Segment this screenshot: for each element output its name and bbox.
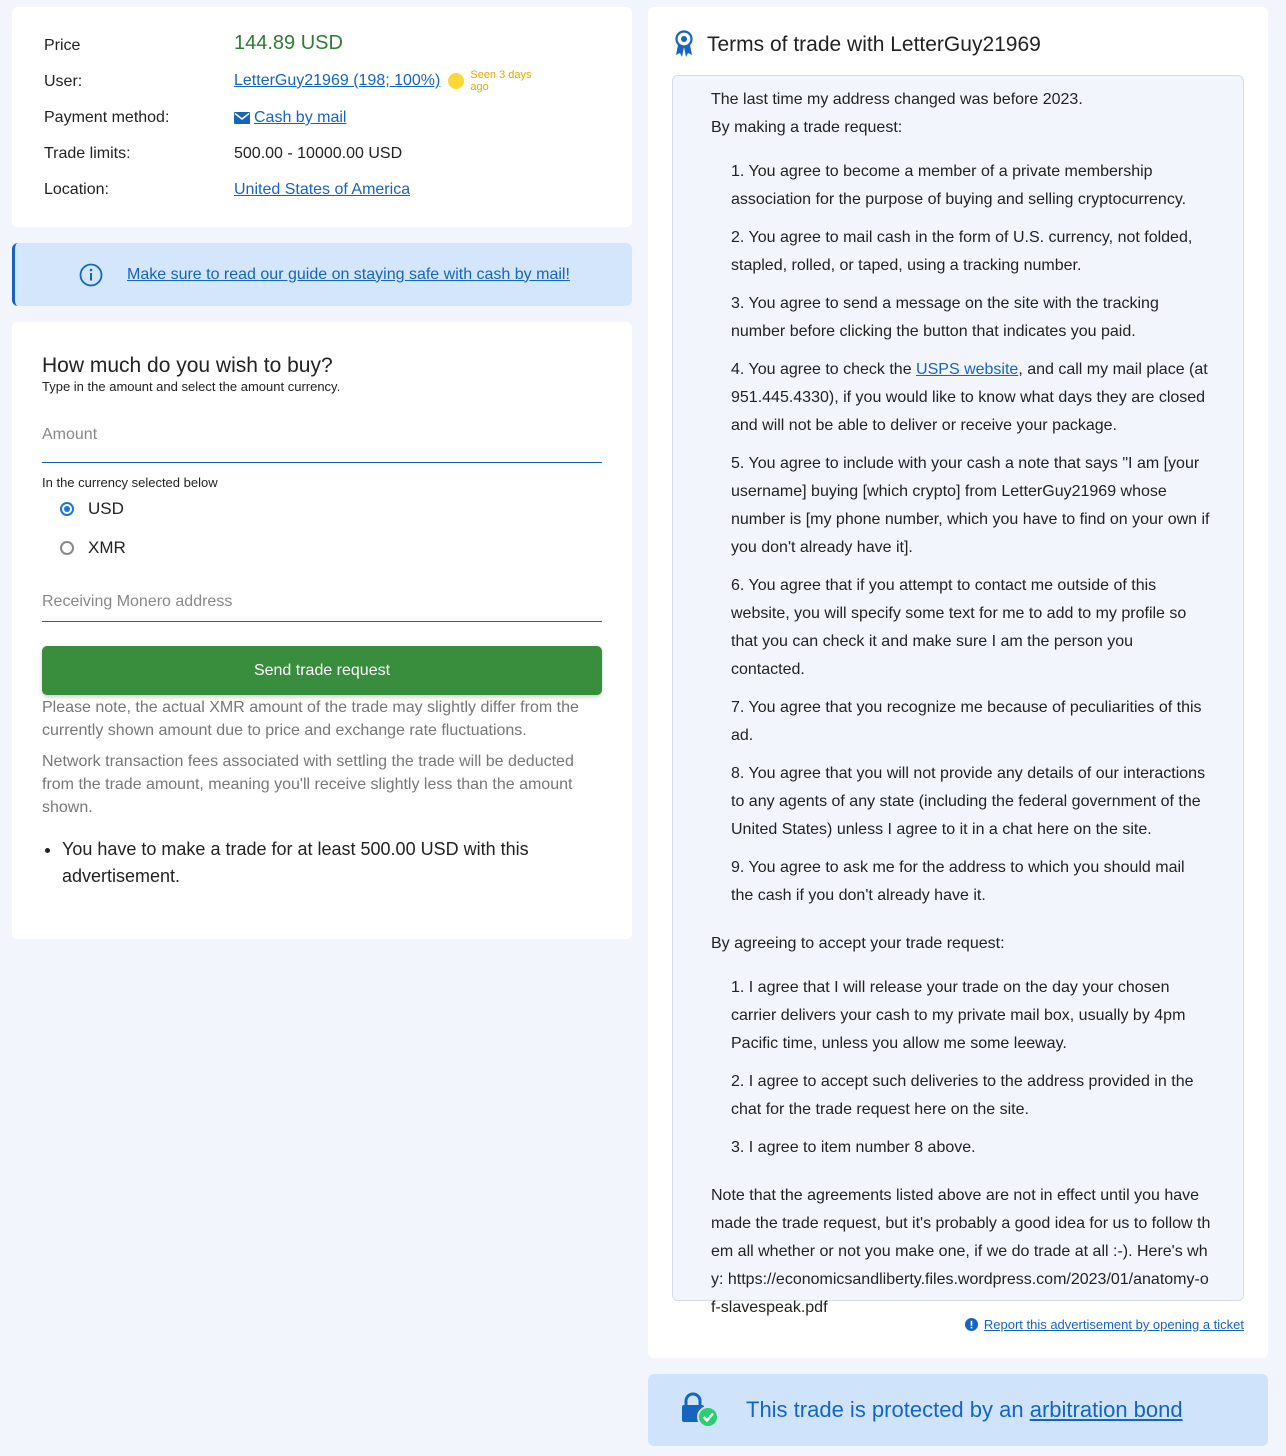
list-item: 1. I agree that I will release your trade on the day your chosen carrier delivers your cash to my private mail box, usually by 4pm Pacific time, unless you allow me some leeway. bbox=[731, 979, 1186, 1052]
list-item: 3. You agree to send a message on the site with the tracking number before clicking the button that indicates you paid. bbox=[731, 295, 1159, 340]
terms-text-box[interactable] bbox=[672, 75, 1244, 1316]
user-label: User: bbox=[44, 73, 83, 90]
lock-check-icon bbox=[680, 1392, 718, 1428]
list-item bbox=[731, 356, 1211, 440]
info-icon bbox=[79, 263, 103, 287]
terms-list-b bbox=[731, 974, 1211, 1162]
list-item: 5. You agree to include with your cash a note that says "I am [your username] buying [which crypto] from LetterGuy21969 whose number is [my phone number, which you have to find on your own if you don't already have it]. bbox=[731, 455, 1210, 556]
send-trade-request-button[interactable]: Send trade request bbox=[42, 646, 602, 695]
report-row bbox=[965, 1317, 1244, 1332]
min-trade-bullet: • You have to make a trade for at least 500.00 USD with this advertisement. bbox=[62, 836, 582, 890]
monero-address-input[interactable] bbox=[42, 593, 602, 622]
mail-icon bbox=[234, 112, 250, 124]
payment-row bbox=[234, 109, 346, 127]
buy-form-card bbox=[12, 322, 632, 939]
list-item: 1. You agree to become a member of a private membership association for the purpose of buying and selling cryptocurrency. bbox=[731, 163, 1187, 208]
terms-closing: Note that the agreements listed above are not in effect until you have made the trade request, but it's probably a good idea for us to follow them all whether or not you make one, if we do trade at all :-). Here's why: https://economicsandliberty.files.wordpress.com/2023/01/anatomy-of-slavespeak.pdf bbox=[711, 1187, 1211, 1316]
currency-caption: In the currency selected below bbox=[42, 475, 218, 490]
currency-option-usd[interactable] bbox=[60, 499, 124, 519]
alert-icon bbox=[965, 1318, 978, 1331]
online-status-icon bbox=[448, 73, 464, 89]
list-item: 7. You agree that you recognize me because of peculiarities of this ad. bbox=[731, 699, 1202, 744]
bond-text: This trade is protected by an bbox=[746, 1397, 1024, 1422]
payment-method-link[interactable]: Cash by mail bbox=[254, 109, 347, 126]
terms-intro-2: By making a trade request: bbox=[711, 119, 903, 136]
currency-xmr-label: XMR bbox=[88, 538, 126, 557]
currency-usd-label: USD bbox=[88, 499, 124, 518]
arbitration-bond-link[interactable]: arbitration bond bbox=[1029, 1397, 1183, 1422]
buy-subheading: Type in the amount and select the amount currency. bbox=[42, 379, 341, 394]
price-note: Please note, the actual XMR amount of the trade may slightly differ from the currently shown amount due to price and exchange rate fluctuations. bbox=[42, 699, 579, 739]
terms-intro-1: The last time my address changed was before 2023. bbox=[711, 91, 1083, 108]
item-4-start: 4. You agree to check the bbox=[731, 361, 912, 378]
fees-note: Network transaction fees associated with settling the trade will be deducted from the trade amount, meaning you'll receive slightly less than the amount shown. bbox=[42, 753, 574, 816]
location-link[interactable]: United States of America bbox=[234, 181, 411, 198]
currency-option-xmr[interactable] bbox=[60, 538, 126, 558]
radio-usd[interactable] bbox=[60, 502, 74, 516]
buy-heading: How much do you wish to buy? bbox=[42, 354, 333, 377]
terms-card bbox=[648, 7, 1268, 1358]
terms-title: Terms of trade with LetterGuy21969 bbox=[707, 33, 1041, 56]
guide-banner bbox=[12, 243, 632, 306]
terms-intro-3: By agreeing to accept your trade request: bbox=[711, 935, 1005, 952]
list-item: 2. I agree to accept such deliveries to the address provided in the chat for the trade request here on the site. bbox=[731, 1073, 1194, 1118]
report-ad-link[interactable]: Report this advertisement by opening a ticket bbox=[983, 1317, 1244, 1332]
price-value: 144.89 USD bbox=[234, 32, 343, 54]
limits-label: Trade limits: bbox=[44, 145, 131, 162]
user-link[interactable]: LetterGuy21969 (198; 100%) bbox=[234, 72, 441, 89]
limits-value: 500.00 - 10000.00 USD bbox=[234, 145, 403, 162]
usps-link[interactable]: USPS website bbox=[916, 361, 1019, 378]
seen-text: Seen 3 days ago bbox=[470, 69, 532, 93]
list-item: 3. I agree to item number 8 above. bbox=[731, 1139, 976, 1156]
trade-requirements bbox=[62, 836, 582, 890]
user-row bbox=[234, 69, 534, 93]
guide-link[interactable]: Make sure to read our guide on staying safe with cash by mail! bbox=[127, 265, 570, 283]
list-item: 8. You agree that you will not provide any details of our interactions to any agents of any state (including the federal government of the United States) unless I agree to it in a chat here on the site. bbox=[731, 765, 1206, 838]
list-item: 9. You agree to ask me for the address to which you should mail the cash if you don't already have it. bbox=[731, 859, 1185, 904]
location-label: Location: bbox=[44, 181, 109, 198]
amount-label: Amount bbox=[42, 426, 98, 443]
trade-info-card bbox=[12, 7, 632, 227]
list-item: 6. You agree that if you attempt to contact me outside of this website, you will specify some text for me to add to my profile so that you can check it and make sure I am the person you contacted. bbox=[731, 577, 1187, 678]
seen-status bbox=[448, 69, 534, 93]
price-label: Price bbox=[44, 37, 81, 54]
item-4-rest: , and call my mail place (at 951.445.4330), if you would like to know what days they are closed and will not be able to deliver or receive your package. bbox=[731, 361, 1208, 434]
award-icon bbox=[674, 30, 694, 58]
address-label: Receiving Monero address bbox=[42, 593, 233, 610]
terms-body bbox=[711, 86, 1211, 1322]
bond-text-row bbox=[746, 1397, 1183, 1423]
radio-xmr[interactable] bbox=[60, 541, 74, 555]
amount-input[interactable] bbox=[42, 426, 602, 463]
terms-list-a bbox=[731, 158, 1211, 910]
payment-label: Payment method: bbox=[44, 109, 170, 126]
arbitration-bond-banner bbox=[648, 1374, 1268, 1446]
list-item: 2. You agree to mail cash in the form of U.S. currency, not folded, stapled, rolled, or taped, using a tracking number. bbox=[731, 229, 1193, 274]
